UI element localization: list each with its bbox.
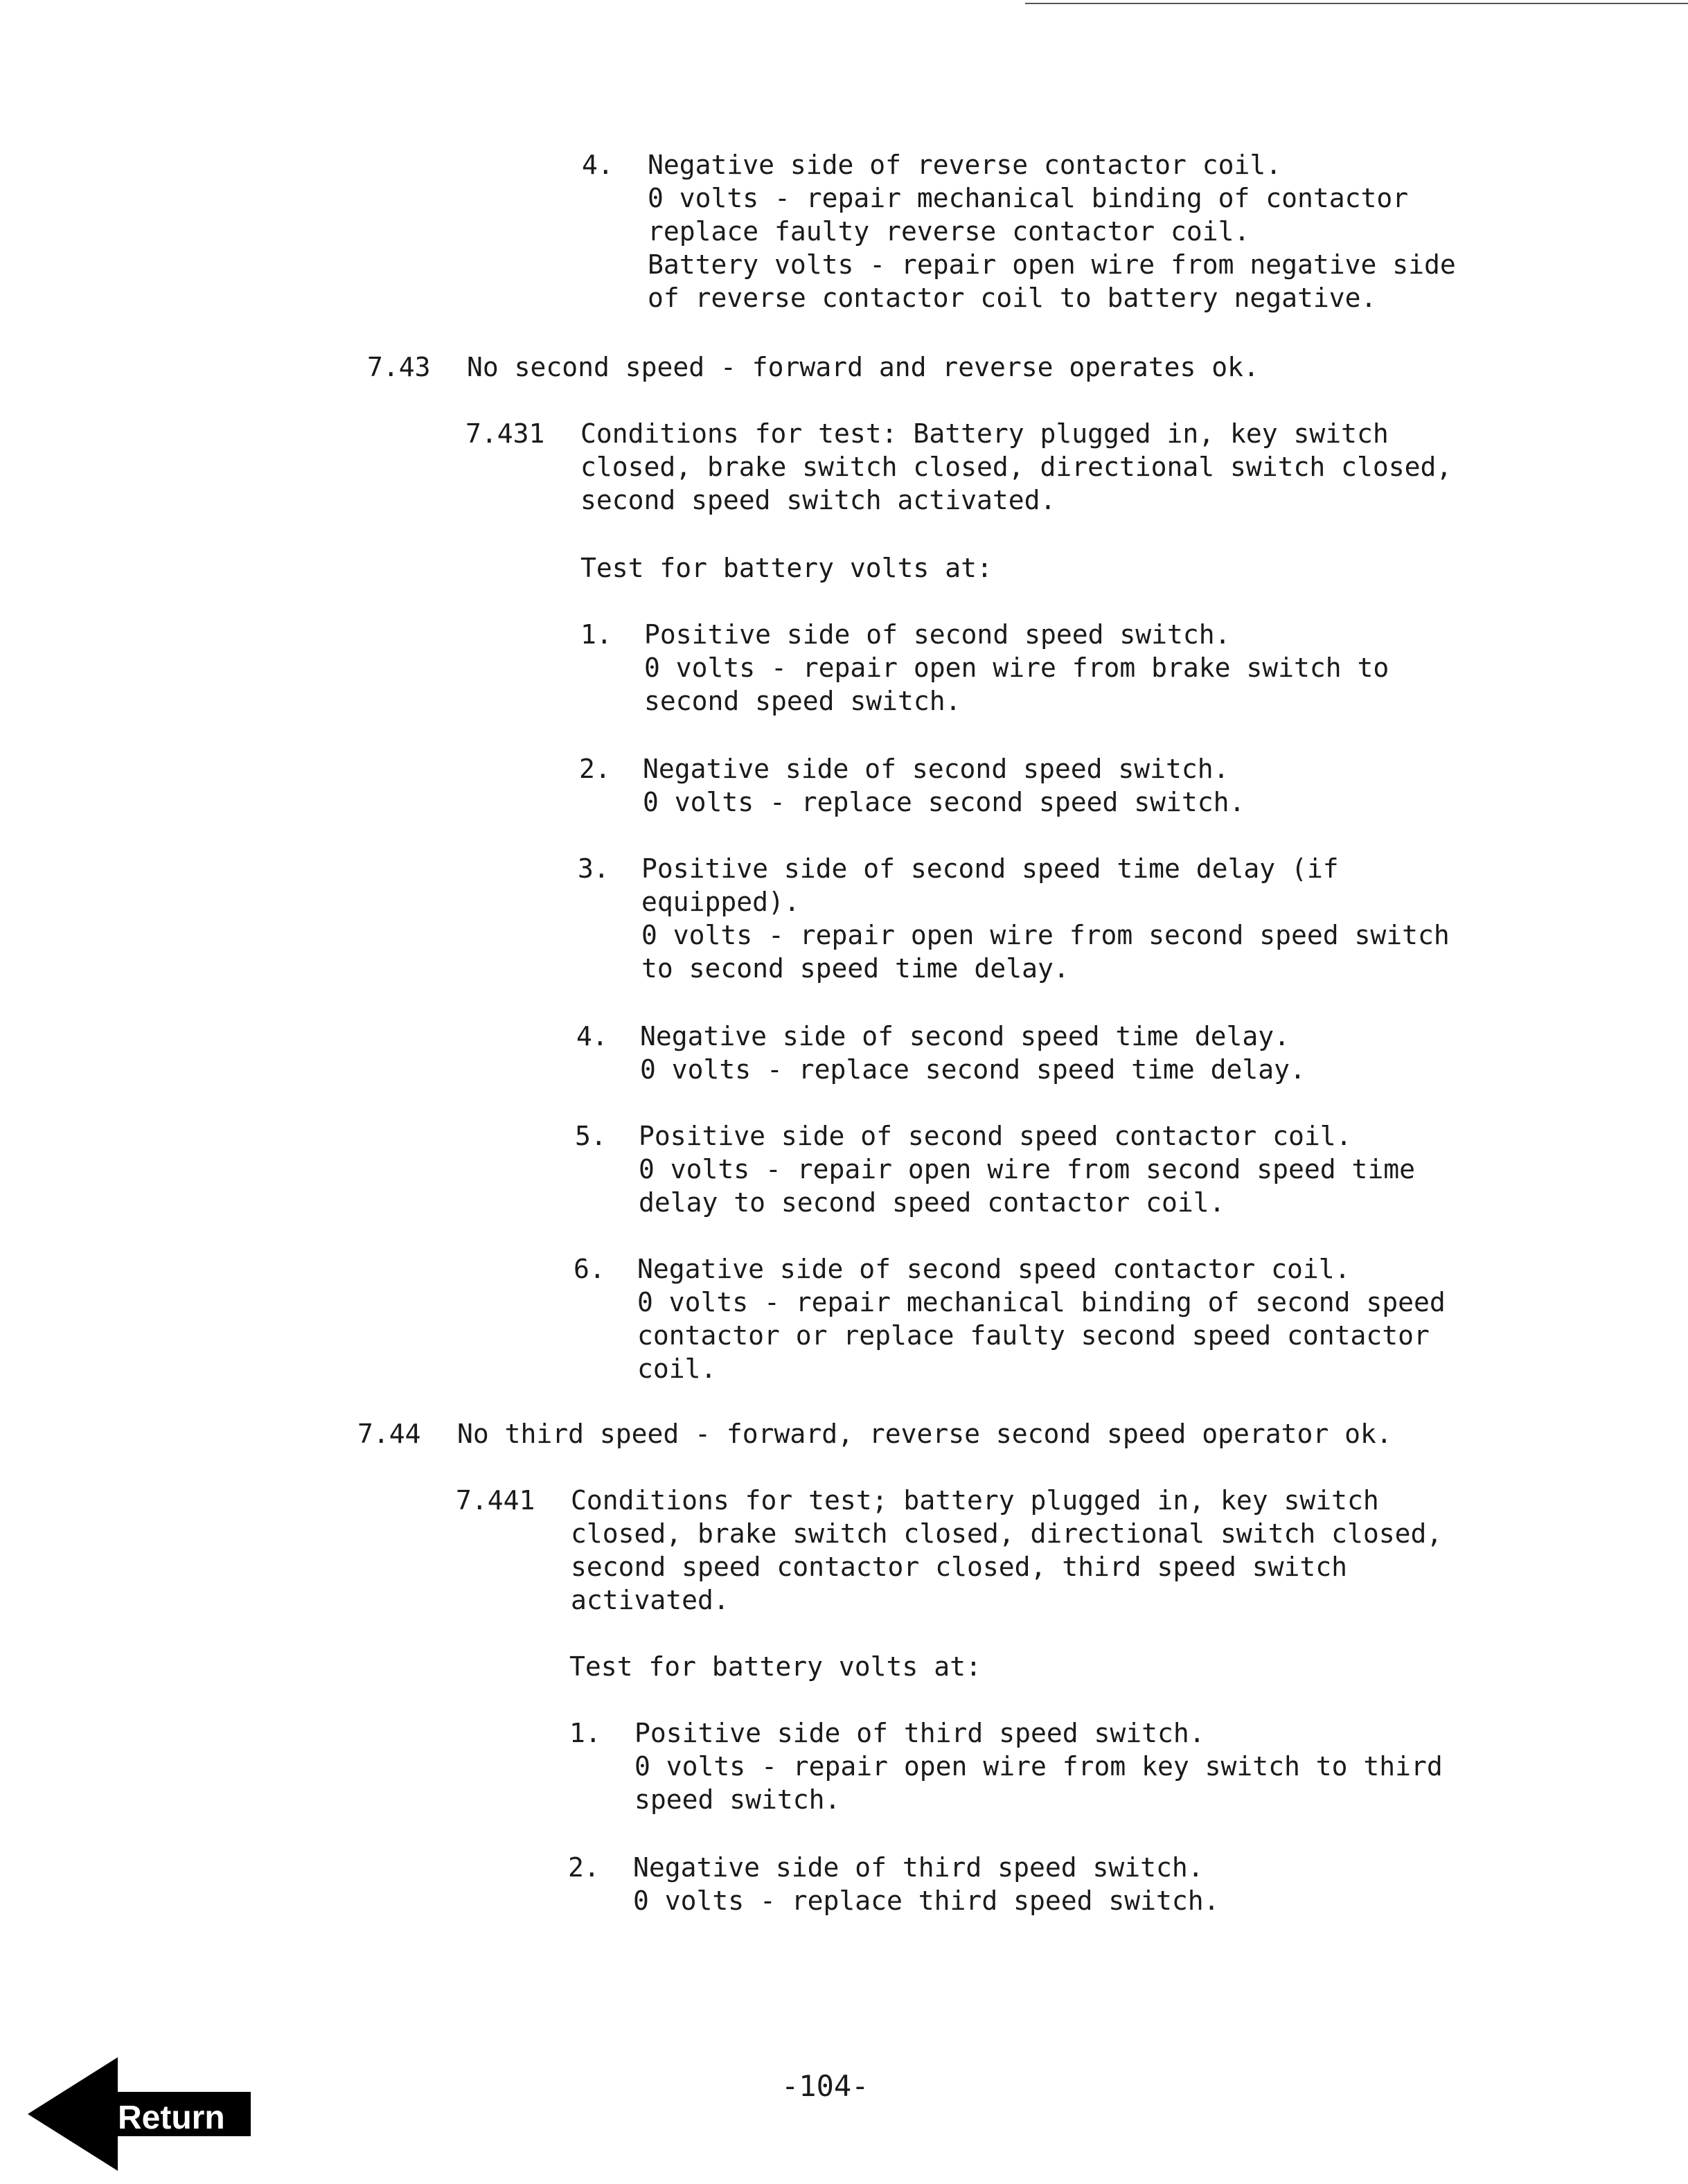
list-item-body [640, 1020, 1306, 1086]
item-number: 2. [579, 754, 611, 784]
subsection-number: 7.441 [456, 1485, 535, 1516]
list-item-body [637, 1252, 1446, 1385]
conditions-text [580, 417, 1452, 517]
text-line: closed, brake switch closed, directional switch closed, [571, 1518, 1443, 1549]
text-line: coil. [637, 1353, 717, 1384]
text-line: to second speed time delay. [641, 953, 1069, 984]
test-for-label: Test for battery volts at: [569, 1651, 981, 1682]
return-button[interactable] [28, 2056, 256, 2174]
text-line: second speed switch activated. [580, 485, 1056, 515]
text-line: 0 volts - repair mechanical binding of contactor [648, 183, 1409, 213]
text-line: equipped). [641, 887, 800, 917]
text-line: Positive side of second speed switch. [644, 619, 1231, 650]
list-item-body [639, 1119, 1415, 1219]
text-line: second speed switch. [644, 686, 961, 716]
item-number: 1. [569, 1718, 601, 1748]
list-item-body [643, 752, 1245, 819]
text-line: 0 volts - repair open wire from second speed time [639, 1154, 1416, 1184]
text-line: replace faulty reverse contactor coil. [648, 216, 1250, 247]
text-line: delay to second speed contactor coil. [639, 1187, 1225, 1218]
section-number: 7.43 [367, 352, 431, 382]
test-for-label: Test for battery volts at: [580, 553, 993, 583]
text-line: closed, brake switch closed, directional switch closed, [580, 452, 1452, 482]
section-number: 7.44 [357, 1419, 421, 1449]
text-line: Conditions for test; battery plugged in, key switch [571, 1485, 1379, 1516]
conditions-text [571, 1484, 1442, 1617]
text-line: 0 volts - repair open wire from key switch to third [634, 1751, 1443, 1782]
item-number: 1. [580, 619, 612, 650]
list-item-body [633, 1851, 1219, 1917]
text-line: 0 volts - replace second speed switch. [643, 787, 1245, 817]
list-item-body [641, 852, 1450, 985]
text-line: Conditions for test: Battery plugged in, key switch [580, 418, 1389, 449]
text-line: contactor or replace faulty second speed contactor [637, 1320, 1430, 1351]
text-line: 0 volts - replace third speed switch. [633, 1885, 1220, 1916]
item-number: 6. [574, 1254, 605, 1284]
text-line: Negative side of third speed switch. [633, 1852, 1204, 1883]
section-heading: No second speed - forward and reverse operates ok. [467, 352, 1259, 382]
return-label: Return [118, 2099, 225, 2136]
item-number: 4. [576, 1021, 608, 1051]
text-line: 0 volts - repair open wire from brake switch to [644, 652, 1389, 683]
text-line: Positive side of second speed contactor coil. [639, 1121, 1352, 1151]
list-item-body [634, 1716, 1443, 1816]
text-line: Positive side of second speed time delay (if [641, 853, 1339, 884]
text-line: 0 volts - repair open wire from second speed switch [641, 920, 1450, 950]
top-edge-rule [1025, 3, 1688, 4]
text-line: Negative side of reverse contactor coil. [648, 150, 1282, 180]
text-line: Negative side of second speed time delay. [640, 1021, 1290, 1051]
list-item-body [644, 618, 1389, 718]
subsection-number: 7.431 [465, 418, 545, 449]
text-line: activated. [571, 1585, 729, 1615]
item-number: 3. [578, 853, 610, 884]
section-heading: No third speed - forward, reverse second speed operator ok. [457, 1419, 1392, 1449]
text-line: Negative side of second speed contactor coil. [637, 1254, 1351, 1284]
list-item-body [648, 148, 1456, 314]
text-line: 0 volts - repair mechanical binding of second speed [637, 1287, 1446, 1317]
text-line: 0 volts - replace second speed time delay. [640, 1054, 1306, 1085]
text-line: Negative side of second speed switch. [643, 754, 1229, 784]
item-number: 2. [568, 1852, 600, 1883]
text-line: Positive side of third speed switch. [634, 1718, 1205, 1748]
text-line: speed switch. [634, 1784, 841, 1815]
text-line: of reverse contactor coil to battery negative. [648, 283, 1377, 313]
text-line: Battery volts - repair open wire from negative side [648, 249, 1456, 280]
page-number: -104- [781, 2069, 869, 2103]
item-number: 5. [575, 1121, 607, 1151]
item-number: 4. [582, 150, 614, 180]
text-line: second speed contactor closed, third speed switch [571, 1552, 1348, 1582]
